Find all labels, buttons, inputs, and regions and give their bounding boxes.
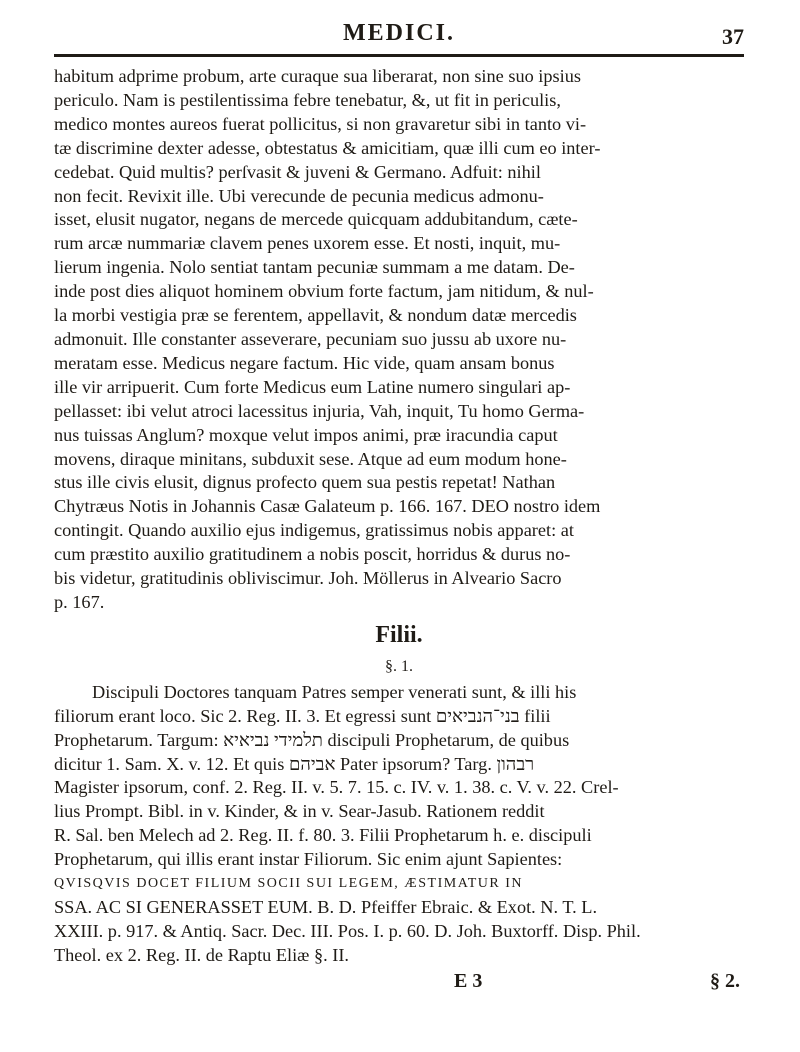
text-line: dicitur 1. Sam. X. v. 12. Et quis אביהם Pater ipsorum? Targ. רבהון — [54, 753, 535, 774]
page-footer — [54, 970, 744, 996]
text-line: Prophetarum, qui illis erant instar Filiorum. Sic enim ajunt Sapientes: — [54, 849, 563, 870]
text-line: R. Sal. ben Melech ad 2. Reg. II. f. 80. 3. Filii Prophetarum h. e. discipuli — [54, 825, 592, 846]
page-number: 37 — [722, 24, 744, 49]
catchword: § 2. — [710, 969, 740, 992]
text-line: contingit. Quando auxilio ejus indigemus, gratissimus nobis apparet: at — [54, 520, 574, 541]
signature-mark: E 3 — [454, 969, 483, 992]
text-line: tæ discrimine dexter adesse, obtestatus & amicitiam, quæ illi cum eo inter- — [54, 137, 601, 158]
text-line: p. 167. — [54, 591, 105, 612]
page-header — [54, 20, 744, 54]
text-line: lius Prompt. Bibl. in v. Kinder, & in v. Sear-Jasub. Rationem reddit — [54, 801, 545, 822]
text-line: Discipuli Doctores tanquam Patres semper venerati sunt, & illi his — [92, 681, 577, 702]
text-line: meratam esse. Medicus negare factum. Hic vide, quam ansam bonus — [54, 352, 555, 373]
text-line: Magister ipsorum, conf. 2. Reg. II. v. 5. 7. 15. c. IV. v. 1. 38. c. V. v. 22. Crel- — [54, 777, 619, 798]
text-line: bis videtur, gratitudinis obliviscimur. Joh. Möllerus in Alveario Sacro — [54, 568, 562, 589]
text-line: XXIII. p. 917. & Antiq. Sacr. Dec. III. Pos. I. p. 60. D. Joh. Buxtorff. Disp. Phil. — [54, 920, 641, 941]
text-line: Prophetarum. Targum: תלמידי נביאיא discipuli Prophetarum, de quibus — [54, 729, 570, 750]
section-paragraph — [54, 681, 744, 968]
text-line: non fecit. Revixit ille. Ubi verecunde de pecunia medicus admonu- — [54, 185, 544, 206]
header-rule — [54, 54, 744, 57]
text-line: habitum adprime probum, arte curaque sua liberarat, non sine suo ipsius — [54, 66, 581, 86]
text-line: pellasset: ibi velut atroci lacessitus injuria, Vah, inquit, Tu homo Germa- — [54, 400, 585, 421]
running-title: MEDICI. — [342, 20, 455, 46]
section-heading: Filii. — [375, 621, 423, 648]
text-line: Theol. ex 2. Reg. II. de Raptu Eliæ §. II. — [54, 944, 349, 965]
text-line: periculo. Nam is pestilentissima febre tenebatur, &, ut fit in periculis, — [54, 89, 561, 110]
text-line: admonuit. Ille constanter asseverare, pecuniam suo jussu ab uxore nu- — [54, 328, 567, 349]
text-line: movens, diraque minitans, subduxit sese. Atque ad eum modum hone- — [54, 448, 567, 469]
text-line: stus ille civis elusit, dignus profecto quem sua pestis repetat! Nathan — [54, 472, 556, 493]
text-line: cedebat. Quid multis? perſvasit & juveni & Germano. Adfuit: nihil — [54, 161, 541, 182]
text-line: SSA. AC SI GENERASSET EUM. B. D. Pfeiffer Ebraic. & Exot. N. T. L. — [54, 897, 598, 917]
text-line: rum arcæ nummariæ clavem penes uxorem esse. Et nosti, inquit, mu- — [54, 233, 561, 254]
text-line: QVISQVIS DOCET FILIUM SOCII SUI LEGEM, ÆSTIMATUR IN — [54, 876, 524, 892]
text-line: medico montes aureos fuerat pollicitus, si non gravaretur sibi in tanto vi- — [54, 113, 587, 134]
body-paragraph — [54, 65, 744, 615]
text-line: nus tuissas Anglum? moxque velut impos animi, præ iracundia caput — [54, 424, 558, 445]
text-line: ille vir arripuerit. Cum forte Medicus eum Latine numero singulari ap- — [54, 376, 571, 397]
section-number: §. 1. — [385, 657, 413, 675]
text-line: cum præstito auxilio gratitudinem a nobis poscit, horridus & durus no- — [54, 544, 571, 565]
text-line: Chytræus Notis in Johannis Casæ Galateum p. 166. 167. DEO nostro idem — [54, 496, 601, 517]
text-line: isset, elusit nugator, negans de mercede quicquam addubitandum, cæte- — [54, 209, 578, 230]
text-line: la morbi vestigia præ se ferentem, appellavit, & nondum datæ mercedis — [54, 305, 577, 326]
text-line: inde post dies aliquot hominem obvium forte factum, jam nitidum, & nul- — [54, 281, 594, 302]
text-line: lierum ingenia. Nolo sentiat tantam pecuniæ summam a me datam. De- — [54, 257, 575, 278]
text-line: filiorum erant loco. Sic 2. Reg. II. 3. Et egressi sunt בני־הנביאים filii — [54, 705, 551, 726]
